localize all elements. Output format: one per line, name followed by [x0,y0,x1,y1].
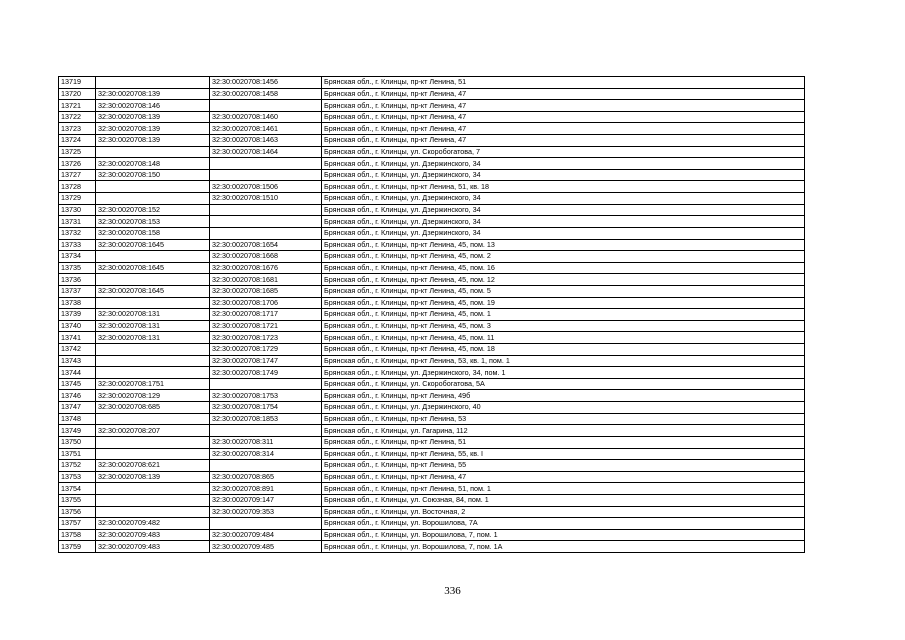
source-cadastral-number-cell: 32:30:0020708:150 [96,169,210,181]
cadastral-number-cell [210,216,322,228]
cadastral-number-cell: 32:30:0020708:1685 [210,285,322,297]
row-number-cell: 13753 [59,471,96,483]
table-row [59,367,805,379]
row-number-cell: 13759 [59,541,96,553]
table-row [59,506,805,518]
table-row [59,529,805,541]
cadastral-number-cell: 32:30:0020708:865 [210,471,322,483]
source-cadastral-number-cell [96,355,210,367]
cadastral-number-cell: 32:30:0020708:1721 [210,320,322,332]
table-row [59,471,805,483]
row-number-cell: 13737 [59,285,96,297]
source-cadastral-number-cell [96,506,210,518]
address-cell: Брянская обл., г. Клинцы, ул. Ворошилова, 7А [322,518,805,530]
table-row [59,309,805,321]
source-cadastral-number-cell [96,297,210,309]
table-row [59,402,805,414]
cadastral-number-cell: 32:30:0020709:485 [210,541,322,553]
table-row [59,111,805,123]
row-number-cell: 13725 [59,146,96,158]
row-number-cell: 13734 [59,251,96,263]
source-cadastral-number-cell: 32:30:0020708:153 [96,216,210,228]
source-cadastral-number-cell [96,193,210,205]
table-row [59,181,805,193]
address-cell: Брянская обл., г. Клинцы, пр-кт Ленина, 45, пом. 3 [322,320,805,332]
address-cell: Брянская обл., г. Клинцы, пр-кт Ленина, 47 [322,135,805,147]
row-number-cell: 13732 [59,227,96,239]
address-cell: Брянская обл., г. Клинцы, ул. Дзержинского, 34 [322,204,805,216]
row-number-cell: 13756 [59,506,96,518]
address-cell: Брянская обл., г. Клинцы, пр-кт Ленина, 45, пом. 19 [322,297,805,309]
source-cadastral-number-cell: 32:30:0020708:158 [96,227,210,239]
source-cadastral-number-cell [96,77,210,89]
cadastral-number-cell [210,158,322,170]
address-cell: Брянская обл., г. Клинцы, пр-кт Ленина, 55 [322,460,805,472]
address-cell: Брянская обл., г. Клинцы, ул. Дзержинского, 34 [322,216,805,228]
address-cell: Брянская обл., г. Клинцы, ул. Ворошилова, 7, пом. 1А [322,541,805,553]
source-cadastral-number-cell [96,367,210,379]
cadastral-number-cell: 32:30:0020709:484 [210,529,322,541]
cadastral-number-cell: 32:30:0020708:1460 [210,111,322,123]
cadastral-number-cell: 32:30:0020708:1723 [210,332,322,344]
source-cadastral-number-cell: 32:30:0020708:146 [96,100,210,112]
table-row [59,204,805,216]
table-row [59,100,805,112]
source-cadastral-number-cell: 32:30:0020708:139 [96,123,210,135]
address-cell: Брянская обл., г. Клинцы, ул. Дзержинского, 34 [322,227,805,239]
table-row [59,320,805,332]
row-number-cell: 13726 [59,158,96,170]
table-row [59,169,805,181]
table-row [59,541,805,553]
address-cell: Брянская обл., г. Клинцы, ул. Дзержинского, 34 [322,169,805,181]
row-number-cell: 13758 [59,529,96,541]
source-cadastral-number-cell: 32:30:0020708:207 [96,425,210,437]
address-cell: Брянская обл., г. Клинцы, пр-кт Ленина, 45, пом. 5 [322,285,805,297]
address-cell: Брянская обл., г. Клинцы, пр-кт Ленина, 53 [322,413,805,425]
cadastral-number-cell: 32:30:0020709:353 [210,506,322,518]
table-row [59,460,805,472]
cadastral-number-cell: 32:30:0020708:891 [210,483,322,495]
source-cadastral-number-cell: 32:30:0020709:483 [96,541,210,553]
cadastral-number-cell: 32:30:0020708:1654 [210,239,322,251]
row-number-cell: 13747 [59,402,96,414]
row-number-cell: 13723 [59,123,96,135]
source-cadastral-number-cell: 32:30:0020708:1645 [96,239,210,251]
row-number-cell: 13745 [59,378,96,390]
address-cell: Брянская обл., г. Клинцы, пр-кт Ленина, 45, пом. 18 [322,344,805,356]
cadastral-number-cell [210,460,322,472]
table-row [59,239,805,251]
table-row [59,88,805,100]
cadastral-number-cell [210,425,322,437]
address-cell: Брянская обл., г. Клинцы, пр-кт Ленина, 45, пом. 1 [322,309,805,321]
address-cell: Брянская обл., г. Клинцы, пр-кт Ленина, 45, пом. 11 [322,332,805,344]
address-cell: Брянская обл., г. Клинцы, ул. Восточная, 2 [322,506,805,518]
address-cell: Брянская обл., г. Клинцы, пр-кт Ленина, 45, пом. 12 [322,274,805,286]
source-cadastral-number-cell: 32:30:0020708:129 [96,390,210,402]
address-cell: Брянская обл., г. Клинцы, пр-кт Ленина, 47 [322,471,805,483]
table-row [59,518,805,530]
row-number-cell: 13757 [59,518,96,530]
source-cadastral-number-cell [96,181,210,193]
registry-table-body [59,77,805,553]
source-cadastral-number-cell: 32:30:0020708:685 [96,402,210,414]
cadastral-number-cell: 32:30:0020708:1676 [210,262,322,274]
source-cadastral-number-cell [96,274,210,286]
source-cadastral-number-cell: 32:30:0020708:1645 [96,262,210,274]
row-number-cell: 13755 [59,494,96,506]
row-number-cell: 13746 [59,390,96,402]
source-cadastral-number-cell: 32:30:0020708:139 [96,88,210,100]
source-cadastral-number-cell: 32:30:0020709:483 [96,529,210,541]
address-cell: Брянская обл., г. Клинцы, пр-кт Ленина, 53, кв. 1, пом. 1 [322,355,805,367]
cadastral-number-cell: 32:30:0020708:1749 [210,367,322,379]
row-number-cell: 13744 [59,367,96,379]
cadastral-number-cell: 32:30:0020708:1753 [210,390,322,402]
table-row [59,77,805,89]
address-cell: Брянская обл., г. Клинцы, ул. Дзержинского, 34 [322,193,805,205]
table-row [59,193,805,205]
row-number-cell: 13724 [59,135,96,147]
source-cadastral-number-cell: 32:30:0020708:1751 [96,378,210,390]
cadastral-number-cell: 32:30:0020708:1506 [210,181,322,193]
address-cell: Брянская обл., г. Клинцы, пр-кт Ленина, 45, пом. 13 [322,239,805,251]
cadastral-number-cell: 32:30:0020708:1754 [210,402,322,414]
address-cell: Брянская обл., г. Клинцы, пр-кт Ленина, 47 [322,123,805,135]
source-cadastral-number-cell: 32:30:0020708:1645 [96,285,210,297]
table-row [59,227,805,239]
address-cell: Брянская обл., г. Клинцы, ул. Союзная, 84, пом. 1 [322,494,805,506]
cadastral-number-cell: 32:30:0020708:1706 [210,297,322,309]
cadastral-number-cell [210,378,322,390]
table-row [59,436,805,448]
address-cell: Брянская обл., г. Клинцы, ул. Дзержинского, 34, пом. 1 [322,367,805,379]
table-row [59,332,805,344]
row-number-cell: 13740 [59,320,96,332]
table-row [59,390,805,402]
row-number-cell: 13736 [59,274,96,286]
cadastral-number-cell: 32:30:0020708:1729 [210,344,322,356]
source-cadastral-number-cell: 32:30:0020708:131 [96,320,210,332]
row-number-cell: 13729 [59,193,96,205]
page-number: 336 [444,585,461,597]
table-row [59,494,805,506]
table-row [59,483,805,495]
source-cadastral-number-cell [96,251,210,263]
cadastral-number-cell [210,204,322,216]
cadastral-number-cell: 32:30:0020708:1456 [210,77,322,89]
address-cell: Брянская обл., г. Клинцы, пр-кт Ленина, 49б [322,390,805,402]
source-cadastral-number-cell: 32:30:0020708:152 [96,204,210,216]
cadastral-number-cell: 32:30:0020708:1510 [210,193,322,205]
table-row [59,448,805,460]
address-cell: Брянская обл., г. Клинцы, ул. Скоробогатова, 5А [322,378,805,390]
table-row [59,274,805,286]
cadastral-number-cell: 32:30:0020708:1747 [210,355,322,367]
row-number-cell: 13735 [59,262,96,274]
cadastral-number-cell: 32:30:0020708:1668 [210,251,322,263]
row-number-cell: 13731 [59,216,96,228]
cadastral-number-cell [210,227,322,239]
row-number-cell: 13749 [59,425,96,437]
source-cadastral-number-cell [96,146,210,158]
address-cell: Брянская обл., г. Клинцы, ул. Скоробогатова, 7 [322,146,805,158]
table-row [59,285,805,297]
source-cadastral-number-cell [96,436,210,448]
address-cell: Брянская обл., г. Клинцы, пр-кт Ленина, 51 [322,436,805,448]
source-cadastral-number-cell: 32:30:0020709:482 [96,518,210,530]
row-number-cell: 13730 [59,204,96,216]
address-cell: Брянская обл., г. Клинцы, пр-кт Ленина, 51, кв. 18 [322,181,805,193]
row-number-cell: 13722 [59,111,96,123]
address-cell: Брянская обл., г. Клинцы, пр-кт Ленина, 51, пом. 1 [322,483,805,495]
row-number-cell: 13752 [59,460,96,472]
cadastral-number-cell: 32:30:0020708:311 [210,436,322,448]
row-number-cell: 13739 [59,309,96,321]
source-cadastral-number-cell [96,413,210,425]
table-row [59,158,805,170]
row-number-cell: 13751 [59,448,96,460]
source-cadastral-number-cell: 32:30:0020708:148 [96,158,210,170]
row-number-cell: 13738 [59,297,96,309]
table-row [59,297,805,309]
table-row [59,425,805,437]
address-cell: Брянская обл., г. Клинцы, пр-кт Ленина, 55, кв. I [322,448,805,460]
table-row [59,135,805,147]
row-number-cell: 13719 [59,77,96,89]
source-cadastral-number-cell: 32:30:0020708:139 [96,111,210,123]
row-number-cell: 13750 [59,436,96,448]
table-row [59,355,805,367]
source-cadastral-number-cell [96,448,210,460]
address-cell: Брянская обл., г. Клинцы, пр-кт Ленина, 47 [322,111,805,123]
registry-table [58,76,805,553]
cadastral-number-cell: 32:30:0020708:1853 [210,413,322,425]
table-row [59,378,805,390]
source-cadastral-number-cell: 32:30:0020708:131 [96,309,210,321]
table-row [59,262,805,274]
cadastral-number-cell [210,518,322,530]
cadastral-number-cell [210,169,322,181]
row-number-cell: 13741 [59,332,96,344]
row-number-cell: 13733 [59,239,96,251]
table-row [59,413,805,425]
address-cell: Брянская обл., г. Клинцы, пр-кт Ленина, 45, пом. 16 [322,262,805,274]
row-number-cell: 13720 [59,88,96,100]
address-cell: Брянская обл., г. Клинцы, пр-кт Ленина, 45, пом. 2 [322,251,805,263]
cadastral-number-cell: 32:30:0020708:314 [210,448,322,460]
cadastral-number-cell: 32:30:0020708:1717 [210,309,322,321]
cadastral-number-cell [210,100,322,112]
row-number-cell: 13742 [59,344,96,356]
source-cadastral-number-cell [96,483,210,495]
address-cell: Брянская обл., г. Клинцы, пр-кт Ленина, 47 [322,100,805,112]
table-row [59,123,805,135]
cadastral-number-cell: 32:30:0020708:1681 [210,274,322,286]
address-cell: Брянская обл., г. Клинцы, пр-кт Ленина, 47 [322,88,805,100]
address-cell: Брянская обл., г. Клинцы, ул. Дзержинского, 40 [322,402,805,414]
row-number-cell: 13727 [59,169,96,181]
cadastral-number-cell: 32:30:0020708:1461 [210,123,322,135]
source-cadastral-number-cell: 32:30:0020708:621 [96,460,210,472]
address-cell: Брянская обл., г. Клинцы, ул. Гагарина, 112 [322,425,805,437]
source-cadastral-number-cell [96,494,210,506]
source-cadastral-number-cell [96,344,210,356]
table-row [59,251,805,263]
cadastral-number-cell: 32:30:0020709:147 [210,494,322,506]
row-number-cell: 13721 [59,100,96,112]
row-number-cell: 13728 [59,181,96,193]
table-row [59,146,805,158]
table-row [59,344,805,356]
address-cell: Брянская обл., г. Клинцы, ул. Дзержинского, 34 [322,158,805,170]
cadastral-number-cell: 32:30:0020708:1463 [210,135,322,147]
source-cadastral-number-cell: 32:30:0020708:139 [96,135,210,147]
source-cadastral-number-cell: 32:30:0020708:139 [96,471,210,483]
source-cadastral-number-cell: 32:30:0020708:131 [96,332,210,344]
address-cell: Брянская обл., г. Клинцы, ул. Ворошилова, 7, пом. 1 [322,529,805,541]
row-number-cell: 13743 [59,355,96,367]
row-number-cell: 13754 [59,483,96,495]
table-row [59,216,805,228]
cadastral-number-cell: 32:30:0020708:1458 [210,88,322,100]
address-cell: Брянская обл., г. Клинцы, пр-кт Ленина, 51 [322,77,805,89]
row-number-cell: 13748 [59,413,96,425]
cadastral-number-cell: 32:30:0020708:1464 [210,146,322,158]
